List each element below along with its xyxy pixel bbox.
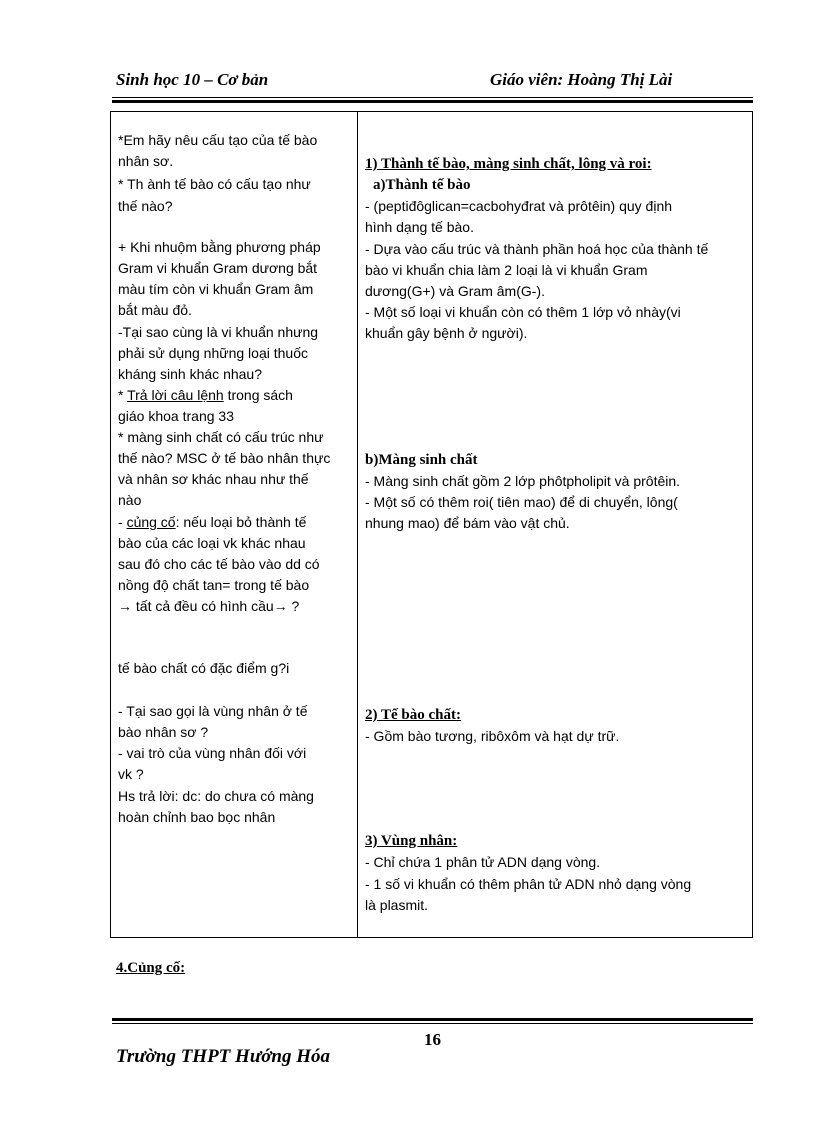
right-line: khuẩn gây bệnh ở người). xyxy=(365,325,528,341)
right-line: - (peptiđôglican=cacbohyđrat và prôtêin) quy định xyxy=(365,198,673,214)
left-line: sau đó cho các tế bào vào dd có xyxy=(118,556,320,572)
right-line: - Chỉ chứa 1 phân tử ADN dạng vòng. xyxy=(365,854,601,870)
header-teacher: Giáo viên: Hoàng Thị Lài xyxy=(490,70,673,89)
left-line: màu tím còn vi khuẩn Gram âm xyxy=(118,281,314,297)
left-line: *Em hãy nêu cấu tạo của tế bào xyxy=(118,132,318,148)
right-line: dương(G+) và Gram âm(G-). xyxy=(365,283,545,299)
left-line: * màng sinh chất có cấu trúc như xyxy=(118,429,324,445)
left-line: bắt màu đỏ. xyxy=(118,302,192,318)
left-line: - Tại sao gọi là vùng nhân ở tế xyxy=(118,703,308,719)
left-line: + Khi nhuộm bằng phương pháp xyxy=(118,239,321,255)
section-title: 4.Củng cố: xyxy=(116,960,186,976)
subsection-membrane: b)Màng sinh chất xyxy=(365,452,478,468)
header-rule-thin xyxy=(112,97,753,98)
left-line: tế bào chất có đặc điểm g?i xyxy=(118,660,290,676)
section-nucleoid-heading: 3) Vùng nhân: xyxy=(365,833,458,849)
lesson-table xyxy=(110,111,753,938)
left-line: phải sử dụng những loại thuốc xyxy=(118,345,308,361)
left-line: trong sách xyxy=(223,387,293,403)
left-line: -Tại sao cùng là vi khuẩn nhưng xyxy=(118,324,319,340)
left-line: * xyxy=(118,387,128,403)
footer-rule-thick xyxy=(112,1018,753,1021)
right-line: - Một số có thêm roi( tiên mao) để di chuyển, lông( xyxy=(365,494,678,510)
left-line: hoàn chỉnh bao bọc nhân xyxy=(118,809,276,825)
left-line: thế nào? MSC ở tế bào nhân thực xyxy=(118,450,331,466)
left-line: → tất cả đều có hình cầu→ ? xyxy=(118,598,300,614)
left-line: - xyxy=(118,514,127,530)
right-line: - 1 số vi khuẩn có thêm phân tử ADN nhỏ dạng vòng xyxy=(365,876,692,892)
left-line: Gram vi khuẩn Gram dương bắt xyxy=(118,260,318,276)
left-line: và nhân sơ khác nhau như thế xyxy=(118,471,309,487)
left-line: bào của các loại vk khác nhau xyxy=(118,535,306,551)
column-divider xyxy=(357,112,358,937)
left-line: : nếu loại bỏ thành tế xyxy=(175,514,307,530)
right-line: nhung mao) để bám vào vật chủ. xyxy=(365,515,570,531)
header-subject: Sinh học 10 – Cơ bản xyxy=(116,70,269,89)
left-link-text: Trả lời câu lệnh xyxy=(127,387,224,403)
right-line: là plasmit. xyxy=(365,897,429,913)
right-line: hình dạng tế bào. xyxy=(365,219,474,235)
left-line: vk ? xyxy=(118,766,144,782)
left-line: nồng độ chất tan= trong tế bào xyxy=(118,577,310,593)
right-line: - Màng sinh chất gồm 2 lớp phôtpholipit và prôtêin. xyxy=(365,473,681,489)
header-rule-thick xyxy=(112,100,753,103)
left-line: kháng sinh khác nhau? xyxy=(118,366,262,382)
right-line: - Một số loại vi khuẩn còn có thêm 1 lớp vỏ nhày(vi xyxy=(365,304,681,320)
right-line: bào vi khuẩn chia làm 2 loại là vi khuẩn Gram xyxy=(365,262,648,278)
footer-school: Trường THPT Hướng Hóa xyxy=(116,1046,330,1067)
left-line: nào xyxy=(118,492,142,508)
section-cytoplasm-heading: 2) Tế bào chất: xyxy=(365,707,461,723)
left-line: * Th ành tế bào có cấu tạo như xyxy=(118,176,311,192)
section-cell-wall-heading: 1) Thành tế bào, màng sinh chất, lông và roi: xyxy=(365,156,652,172)
right-line: - Gồm bào tương, ribôxôm và hạt dự trữ. xyxy=(365,728,620,744)
left-line: bào nhân sơ ? xyxy=(118,724,209,740)
right-line: - Dựa vào cấu trúc và thành phần hoá học của thành tế xyxy=(365,241,709,257)
footer-rule-thin xyxy=(112,1023,753,1024)
subsection-cell-wall: a)Thành tế bào xyxy=(373,177,471,193)
left-underlined-text: củng cố xyxy=(126,514,176,530)
left-line: - vai trò của vùng nhân đối với xyxy=(118,745,307,761)
left-line: thế nào? xyxy=(118,198,173,214)
left-line: giáo khoa trang 33 xyxy=(118,408,234,424)
left-line: nhân sơ. xyxy=(118,153,174,169)
left-line: Hs trả lời: dc: do chưa có màng xyxy=(118,788,314,804)
page-number: 16 xyxy=(424,1030,441,1049)
